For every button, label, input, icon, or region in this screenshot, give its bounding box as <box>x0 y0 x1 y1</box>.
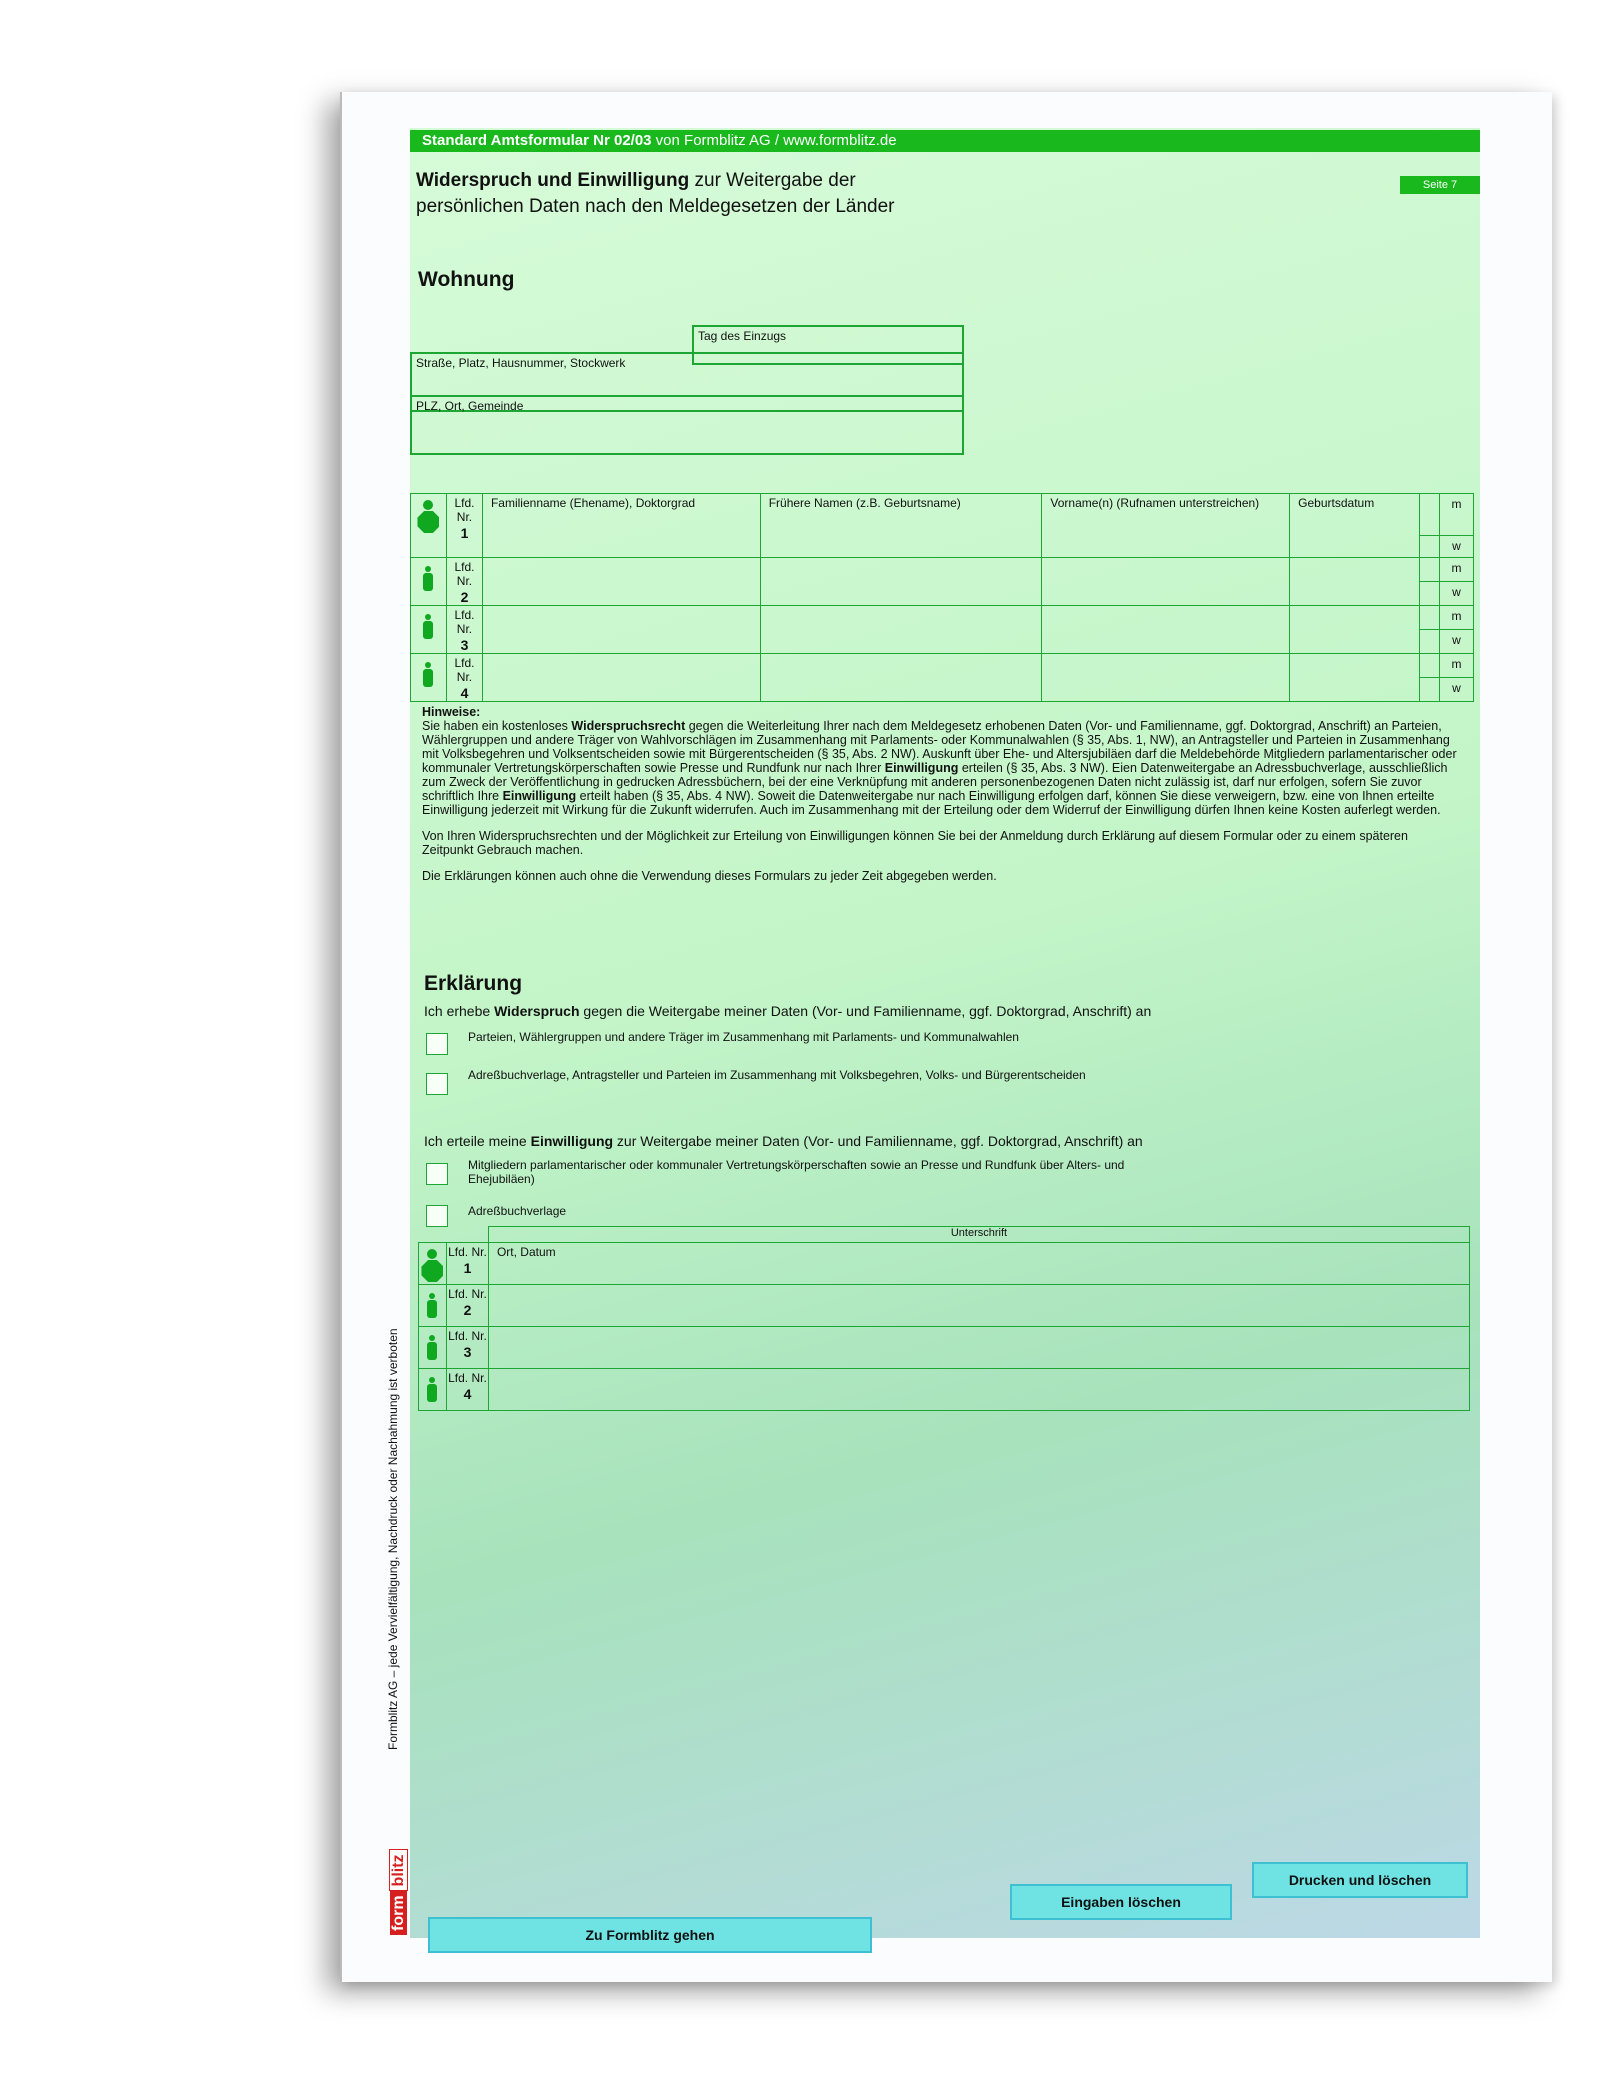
first-name-field[interactable] <box>1042 558 1290 606</box>
street-label: Straße, Platz, Hausnummer, Stockwerk <box>416 356 626 370</box>
female-checkbox[interactable] <box>1420 630 1440 654</box>
person-icon <box>426 1293 438 1319</box>
table-row <box>411 494 1474 536</box>
family-name-field[interactable] <box>482 494 760 558</box>
female-checkbox[interactable] <box>1420 536 1440 558</box>
signature-field[interactable] <box>488 1285 1469 1327</box>
former-name-field[interactable] <box>760 654 1042 702</box>
form-number: Standard Amtsformular Nr 02/03 <box>422 132 652 149</box>
male-checkbox[interactable] <box>1420 558 1440 582</box>
person-icon-cell <box>411 494 447 558</box>
print-and-clear-button[interactable]: Drucken und löschen <box>1252 1862 1468 1898</box>
einwilligung-press-label: Mitgliedern parlamentarischer oder kommunaler Vertretungskörperschaften sowie an Presse und Rundfunk über Alters- und Ehejubiläen) <box>468 1158 1125 1186</box>
row-number-cell: Lfd. Nr. 2 <box>446 1285 488 1327</box>
female-label: w <box>1439 630 1473 654</box>
person-icon-cell <box>411 654 447 702</box>
birthdate-field[interactable] <box>1290 558 1420 606</box>
title-line2: persönlichen Daten nach den Meldegesetzen der Länder <box>416 196 895 217</box>
row-number-cell: Lfd. Nr. 3 <box>446 1327 488 1369</box>
male-checkbox[interactable] <box>1420 606 1440 630</box>
row-number-cell: Lfd. Nr. 2 <box>446 558 482 606</box>
persons-table <box>410 493 1474 702</box>
row-number-cell: Lfd. Nr. 3 <box>446 606 482 654</box>
title-rest: zur Weitergabe der <box>689 170 856 191</box>
form-header-bar <box>410 130 1480 152</box>
person-icon <box>417 500 439 534</box>
person-icon-cell <box>411 558 447 606</box>
signature-field[interactable] <box>488 1327 1469 1369</box>
first-name-field[interactable] <box>1042 494 1290 558</box>
family-name-field[interactable] <box>482 558 760 606</box>
notes-heading: Hinweise: <box>422 705 481 719</box>
col-family-header: Familienname (Ehename), Doktorgrad <box>490 496 696 510</box>
row-number-cell: Lfd. Nr. 1 <box>446 1243 488 1285</box>
table-row <box>411 654 1474 678</box>
person-icon-cell <box>411 606 447 654</box>
einwilligung-press-checkbox[interactable] <box>426 1163 448 1185</box>
male-label: m <box>1439 494 1473 536</box>
widerspruch-publishers-checkbox[interactable] <box>426 1073 448 1095</box>
widerspruch-statement: Ich erhebe Widerspruch gegen die Weitergabe meiner Daten (Vor- und Familienname, ggf. Doktorgrad, Anschrift) an <box>424 1003 1152 1019</box>
person-icon-cell <box>419 1369 447 1411</box>
widerspruch-parties-checkbox[interactable] <box>426 1033 448 1055</box>
city-label: PLZ, Ort, Gemeinde <box>416 399 524 413</box>
person-icon <box>426 1335 438 1361</box>
family-name-field[interactable] <box>482 654 760 702</box>
female-label: w <box>1439 678 1473 702</box>
section-erklaerung: Erklärung <box>424 972 523 995</box>
col-former-header: Frühere Namen (z.B. Geburtsname) <box>768 496 961 510</box>
table-row <box>411 558 1474 582</box>
former-name-field[interactable] <box>760 606 1042 654</box>
person-icon <box>422 566 434 592</box>
former-name-field[interactable] <box>760 558 1042 606</box>
table-row <box>419 1369 1470 1411</box>
female-label: w <box>1439 536 1473 558</box>
birthdate-field[interactable] <box>1290 494 1420 558</box>
female-checkbox[interactable] <box>1420 678 1440 702</box>
clear-inputs-button[interactable]: Eingaben löschen <box>1010 1884 1232 1920</box>
form-title <box>416 168 1156 220</box>
person-icon <box>426 1377 438 1403</box>
table-row <box>419 1285 1470 1327</box>
einzug-label: Tag des Einzugs <box>698 329 787 343</box>
person-icon-cell <box>419 1243 447 1285</box>
male-label: m <box>1439 558 1473 582</box>
formblitz-button[interactable]: Zu Formblitz gehen <box>428 1917 872 1953</box>
male-label: m <box>1439 654 1473 678</box>
person-icon-cell <box>419 1285 447 1327</box>
einwilligung-statement: Ich erteile meine Einwilligung zur Weitergabe meiner Daten (Vor- und Familienname, ggf. Doktorgrad, Anschrift) an <box>424 1133 1143 1149</box>
male-checkbox[interactable] <box>1420 494 1440 536</box>
signature-field[interactable] <box>488 1369 1469 1411</box>
person-icon-cell <box>419 1327 447 1369</box>
formblitz-logo: formblitz <box>388 1830 410 1935</box>
birthdate-field[interactable] <box>1290 654 1420 702</box>
male-checkbox[interactable] <box>1420 654 1440 678</box>
person-icon <box>422 614 434 640</box>
family-name-field[interactable] <box>482 606 760 654</box>
city-field[interactable] <box>410 395 964 455</box>
signature-table <box>418 1226 1470 1411</box>
col-sign-header: Unterschrift <box>488 1227 1469 1243</box>
col-first-header: Vorname(n) (Rufnamen unterstreichen) <box>1050 496 1260 510</box>
table-row <box>419 1327 1470 1369</box>
first-name-field[interactable] <box>1042 606 1290 654</box>
table-row <box>419 1243 1470 1285</box>
notes-paragraph-2: Von Ihren Widerspruchsrechten und der Möglichkeit zur Erteilung von Einwilligungen können Sie bei der Anmeldung durch Erklärung auf diesem Formular oder zu einem späteren Zeitpunkt Gebrauch machen. <box>422 829 1408 857</box>
birthdate-field[interactable] <box>1290 606 1420 654</box>
einwilligung-publishers-checkbox[interactable] <box>426 1205 448 1227</box>
title-bold: Widerspruch und Einwilligung <box>416 170 690 191</box>
former-name-field[interactable] <box>760 494 1042 558</box>
signature-field[interactable] <box>488 1243 1469 1285</box>
einwilligung-publishers-label: Adreßbuchverlage <box>468 1204 567 1218</box>
row-number-cell: Lfd. Nr. 4 <box>446 1369 488 1411</box>
table-row <box>411 606 1474 630</box>
male-label: m <box>1439 606 1473 630</box>
copyright-notice: Formblitz AG – jede Vervielfältigung, Nachdruck oder Nachahmung ist verboten <box>386 1328 400 1750</box>
col-place-header: Ort, Datum <box>496 1245 556 1259</box>
publisher: von Formblitz AG / www.formblitz.de <box>651 132 897 149</box>
female-checkbox[interactable] <box>1420 582 1440 606</box>
widerspruch-publishers-label: Adreßbuchverlage, Antragsteller und Parteien im Zusammenhang mit Volksbegehren, Volks- und Bürgerentscheiden <box>468 1068 1086 1082</box>
row-number-cell: Lfd. Nr. 1 <box>446 494 482 558</box>
page-number: Seite 7 <box>1400 176 1480 194</box>
female-label: w <box>1439 582 1473 606</box>
widerspruch-parties-label: Parteien, Wählergruppen und andere Träger im Zusammenhang mit Parlaments- und Kommunalwahlen <box>468 1030 1019 1044</box>
notes-paragraph-1: Sie haben ein kostenloses Widerspruchsrecht gegen die Weiterleitung Ihrer nach dem Meldegesetz erhobenen Daten (Vor- und Familienname, ggf. Doktorgrad, Anschrift) an Parteien, Wählergruppen und andere Träger von Wahlvorschlägen im Zusammenhang mit Parlaments- oder Kommunalwahlen (§ 35, Abs. 1, NW), an Antragsteller und Parteien in Zusammenhang mit Volksbegehren und Volksentscheiden sowie mit Bürgerentscheiden (§ 35, Abs. 2 NW). Auskunft über Ehe- und Altersjubiläen darf die Meldebehörde Mitgliedern parlamentarischer oder kommunaler Vertretungskörperschaften sowie Presse und Rundfunk nur nach Ihrer Einwilligung erteilen (§ 35, Abs. 3 NW). Eien Datenweitergabe an Adressbuchverlage, ausschließlich zum Zweck der Veröffentlichung in gedrucken Adressbüchern, bei der eine Verknüpfung mit anderen personenbezogenen Daten nicht zulässig ist, darf nur erfolgen, sofern Sie zuvor schriftlich Ihre Einwilligung erteilt haben (§ 35, Abs. 4 NW). Soweit die Datenweitergabe nur nach Einwilligung erfolgen darf, können Sie diese verweigern, bzw. eine von Ihnen erteilte Einwilligung jederzeit mit Wirkung für die Zukunft widerrufen. Auch im Zusammenhang mit der Erteilung oder dem Widerruf der Einwilligung dürfen Ihnen keine Kosten auferlegt werden. <box>422 719 1457 817</box>
col-birth-header: Geburtsdatum <box>1298 496 1375 510</box>
notes-section <box>422 705 1462 895</box>
person-icon <box>421 1249 443 1283</box>
person-icon <box>422 662 434 688</box>
first-name-field[interactable] <box>1042 654 1290 702</box>
section-wohnung: Wohnung <box>418 268 515 291</box>
row-number-cell: Lfd. Nr. 4 <box>446 654 482 702</box>
notes-paragraph-3: Die Erklärungen können auch ohne die Verwendung dieses Formulars zu jeder Zeit abgegeben werden. <box>422 869 997 883</box>
